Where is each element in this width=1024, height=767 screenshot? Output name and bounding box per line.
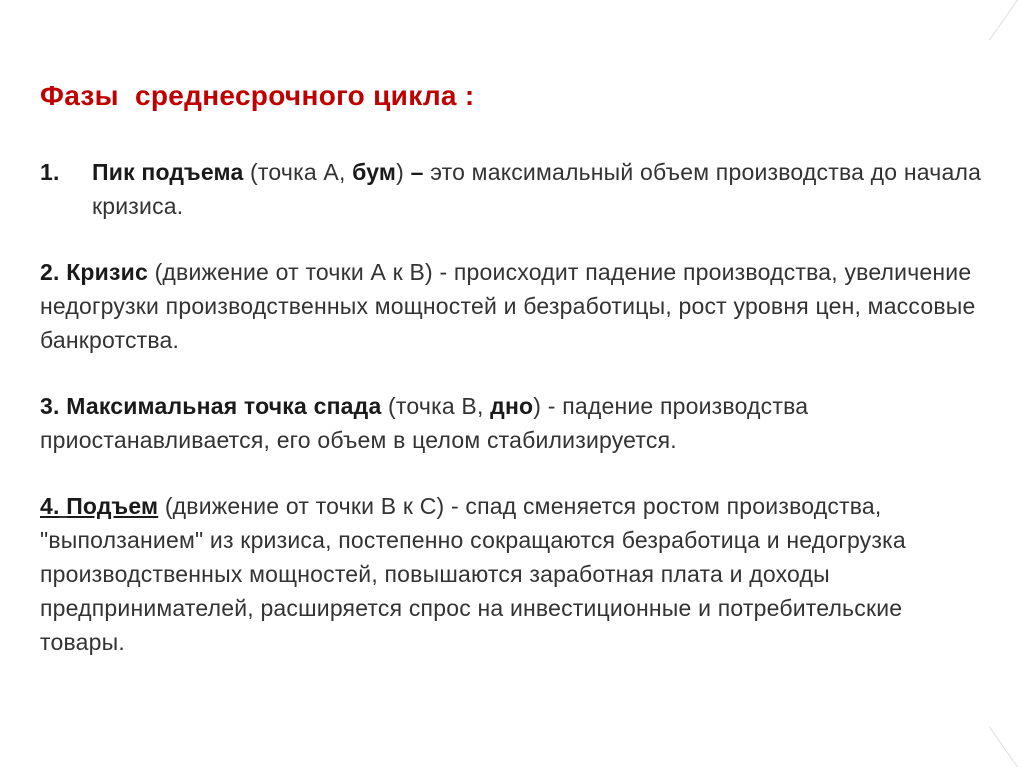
corner-decoration-top	[989, 0, 1018, 40]
slide-title: Фазы среднесрочного цикла :	[40, 80, 475, 111]
phase-paren-bold: бум	[352, 159, 397, 185]
phase-item-3	[40, 389, 990, 457]
phase-item-1	[40, 155, 990, 223]
phase-text: это максимальный объем производства до начала кризиса.	[92, 159, 982, 219]
phase-term: Пик подъема	[92, 159, 244, 185]
phase-number: 2.	[40, 259, 60, 285]
phase-term: Максимальная точка спада	[66, 393, 382, 419]
phase-term: Кризис	[66, 259, 148, 285]
phase-item-2	[40, 255, 990, 357]
phase-paren-close: )	[396, 159, 405, 185]
phase-dash: –	[404, 159, 424, 185]
phase-item-4	[40, 489, 990, 659]
phase-paren-open: (точка В,	[381, 393, 491, 419]
phase-term: Подъем	[66, 493, 159, 519]
phase-number: 1.	[40, 159, 60, 185]
phase-body	[92, 155, 990, 223]
phase-paren-open: (точка А,	[243, 159, 353, 185]
corner-decoration-bottom	[989, 727, 1018, 767]
phase-paren-bold: дно	[490, 393, 534, 419]
phase-text: (движение от точки А к В) - происходит падение производства, увеличение недогрузки производственных мощностей и безработицы, рост уровня цен, массовые банкротства.	[40, 259, 976, 353]
phase-number: 3.	[40, 393, 60, 419]
phase-number: 4.	[40, 493, 60, 519]
phase-text: (движение от точки В к С) - спад сменяется ростом производства, "выползанием" из кризиса, постепенно сокращаются безработица и недогрузка производственных мощностей, повышаются заработная плата и доходы предпринимателей, расширяется спрос на инвестиционные и потребительские товары.	[40, 493, 906, 655]
phase-text: ) - падение производства приостанавливается, его объем в целом стабилизируется.	[40, 393, 809, 453]
phase-list	[40, 155, 990, 691]
